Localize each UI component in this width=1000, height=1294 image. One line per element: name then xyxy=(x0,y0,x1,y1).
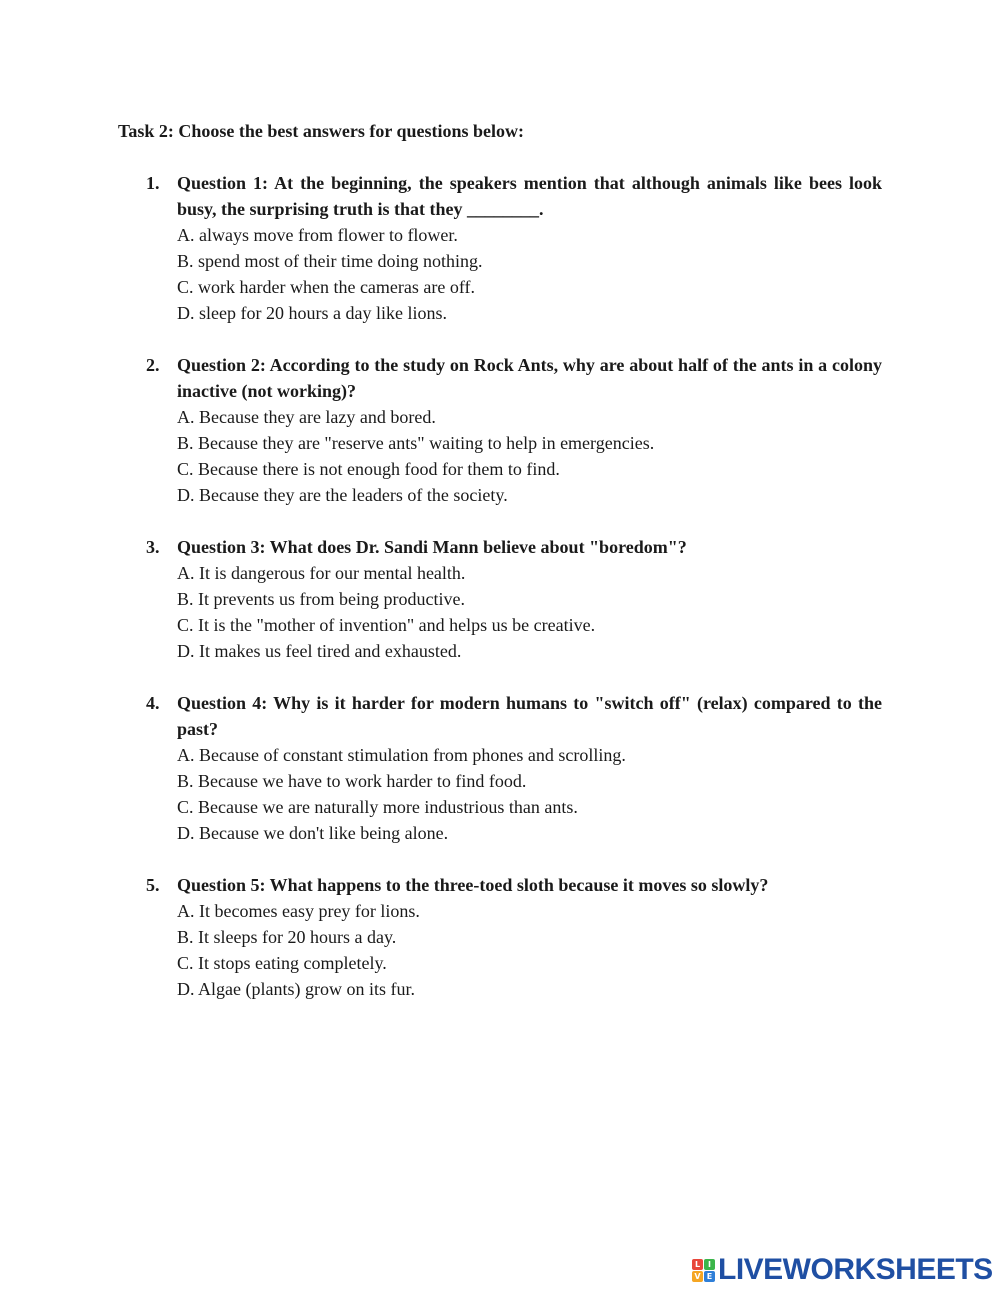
question-text: Question 1: At the beginning, the speakers mention that although animals like bees look busy, the surprising truth is that they ________. xyxy=(177,173,882,219)
logo-block-l: L xyxy=(692,1259,703,1270)
question-text: Question 3: What does Dr. Sandi Mann believe about "boredom"? xyxy=(177,537,687,557)
answer-option-d[interactable]: D. Because we don't like being alone. xyxy=(177,823,449,843)
question-list xyxy=(146,170,882,1028)
answer-option-b[interactable]: B. It prevents us from being productive. xyxy=(177,589,465,609)
question-number: 1. xyxy=(146,173,160,193)
answer-option-c[interactable]: C. It is the "mother of invention" and helps us be creative. xyxy=(177,615,596,635)
answer-option-b[interactable]: B. spend most of their time doing nothing. xyxy=(177,251,483,271)
logo-icon xyxy=(692,1259,715,1282)
question-item xyxy=(146,534,882,664)
answer-option-b[interactable]: B. It sleeps for 20 hours a day. xyxy=(177,927,397,947)
question-number: 2. xyxy=(146,355,160,375)
question-item xyxy=(146,690,882,846)
question-number: 3. xyxy=(146,537,160,557)
question-text: Question 2: According to the study on Rock Ants, why are about half of the ants in a colony inactive (not working)? xyxy=(177,355,882,401)
question-item xyxy=(146,170,882,326)
answer-option-b[interactable]: B. Because they are "reserve ants" waiting to help in emergencies. xyxy=(177,433,655,453)
logo-block-v: V xyxy=(692,1271,703,1282)
answer-option-b[interactable]: B. Because we have to work harder to find food. xyxy=(177,771,527,791)
liveworksheets-logo xyxy=(692,1253,993,1287)
answer-option-d[interactable]: D. sleep for 20 hours a day like lions. xyxy=(177,303,447,323)
answer-option-a[interactable]: A. always move from flower to flower. xyxy=(177,225,458,245)
question-number: 4. xyxy=(146,693,160,713)
answer-option-a[interactable]: A. Because of constant stimulation from phones and scrolling. xyxy=(177,745,626,765)
answer-option-d[interactable]: D. Algae (plants) grow on its fur. xyxy=(177,979,415,999)
answer-option-c[interactable]: C. Because there is not enough food for them to find. xyxy=(177,459,560,479)
answer-option-a[interactable]: A. Because they are lazy and bored. xyxy=(177,407,436,427)
answer-option-a[interactable]: A. It becomes easy prey for lions. xyxy=(177,901,420,921)
answer-option-c[interactable]: C. Because we are naturally more industrious than ants. xyxy=(177,797,578,817)
logo-block-i: I xyxy=(704,1259,715,1270)
answer-option-c[interactable]: C. It stops eating completely. xyxy=(177,953,387,973)
question-item xyxy=(146,352,882,508)
question-text: Question 5: What happens to the three-toed sloth because it moves so slowly? xyxy=(177,875,769,895)
logo-block-e: E xyxy=(704,1271,715,1282)
task-title: Task 2: Choose the best answers for questions below: xyxy=(118,121,525,141)
logo-text: LIVEWORKSHEETS xyxy=(718,1253,993,1286)
question-item xyxy=(146,872,882,1002)
answer-option-d[interactable]: D. Because they are the leaders of the society. xyxy=(177,485,508,505)
answer-option-a[interactable]: A. It is dangerous for our mental health. xyxy=(177,563,466,583)
answer-option-d[interactable]: D. It makes us feel tired and exhausted. xyxy=(177,641,462,661)
question-text: Question 4: Why is it harder for modern humans to "switch off" (relax) compared to the past? xyxy=(177,693,882,739)
question-number: 5. xyxy=(146,875,160,895)
answer-option-c[interactable]: C. work harder when the cameras are off. xyxy=(177,277,476,297)
